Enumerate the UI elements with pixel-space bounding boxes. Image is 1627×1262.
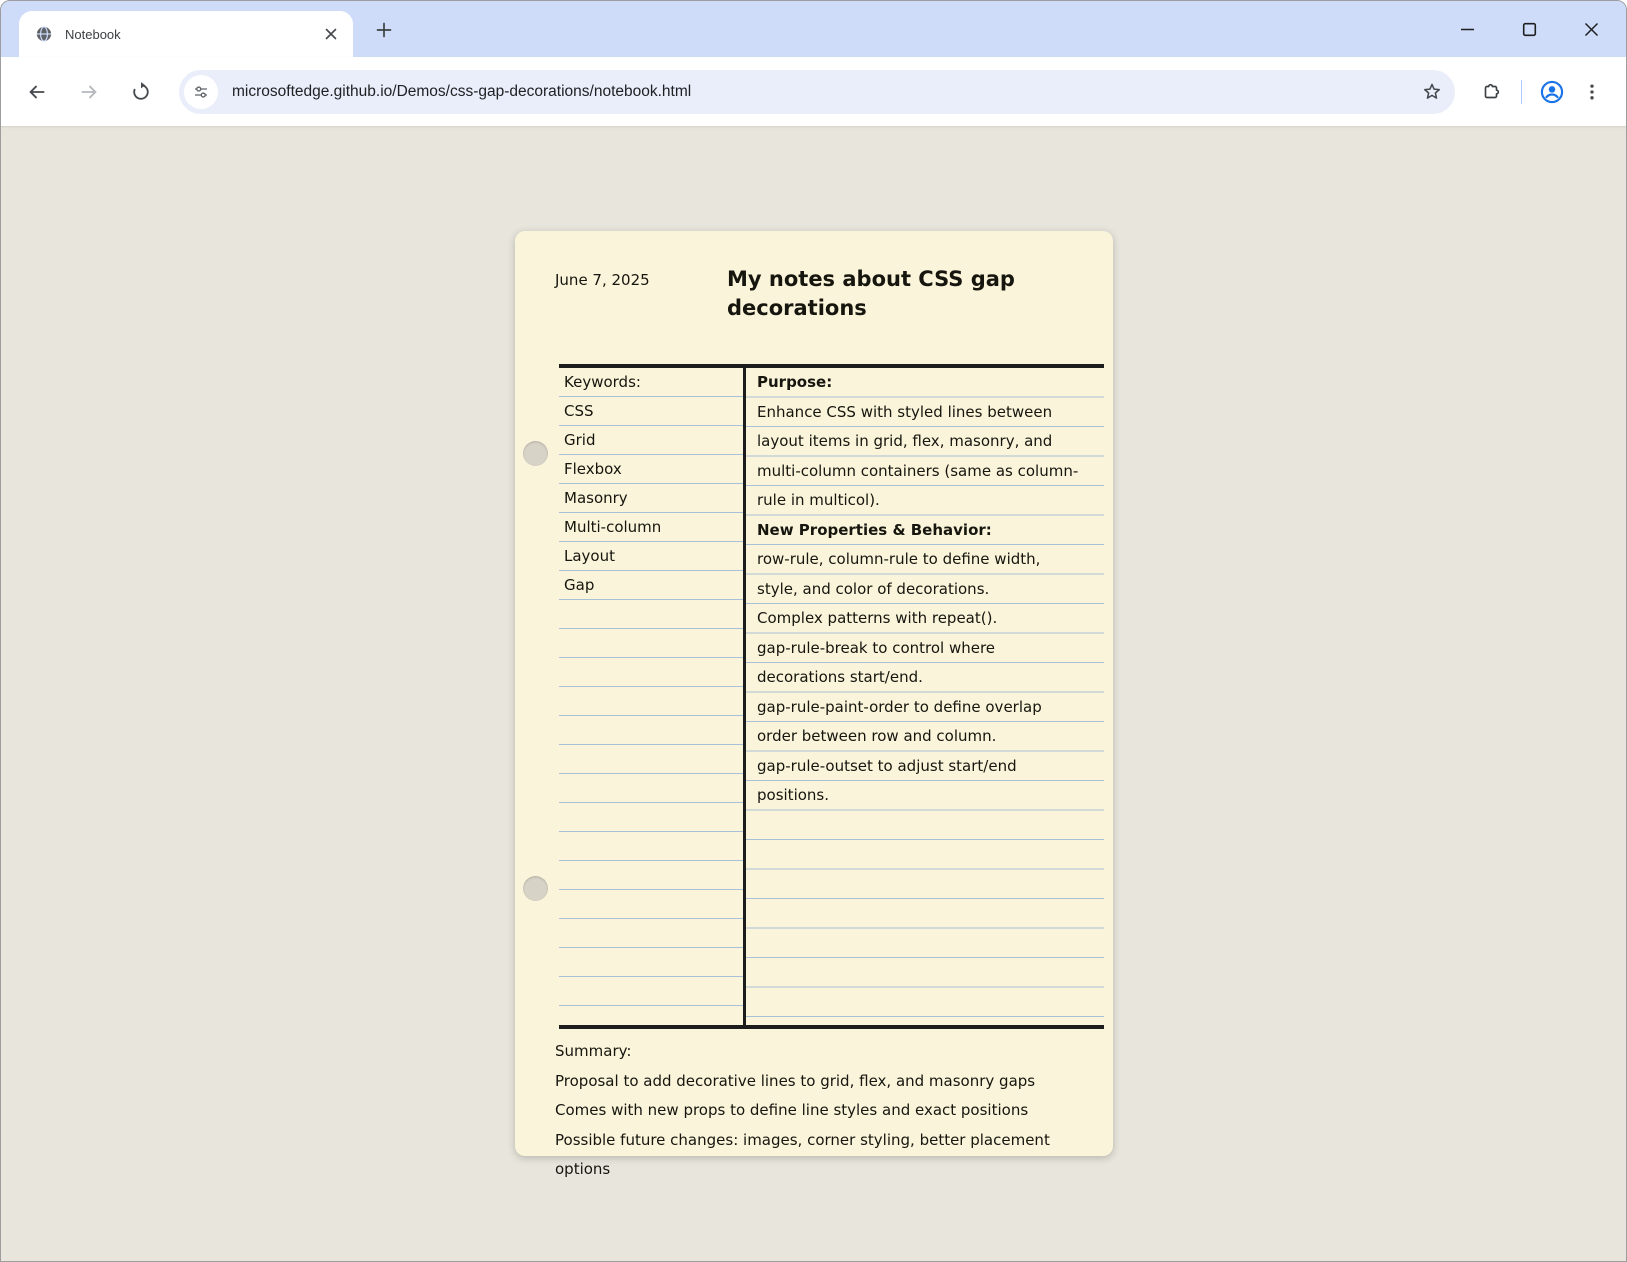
maximize-icon — [1522, 22, 1537, 37]
page-content — [1, 126, 1626, 1262]
summary-line: Possible future changes: images, corner styling, better placement options — [555, 1130, 1050, 1178]
avatar-icon — [1539, 79, 1565, 105]
close-icon — [1584, 22, 1599, 37]
note-table — [559, 364, 1104, 1029]
table-row: Enhance CSS with styled lines between — [757, 402, 1053, 421]
star-icon — [1421, 81, 1443, 103]
url-bar[interactable] — [179, 70, 1455, 114]
table-row: Masonry — [564, 489, 628, 507]
table-row: CSS — [564, 402, 594, 420]
summary — [555, 1037, 1095, 1185]
table-row: New Properties & Behavior: — [757, 520, 992, 539]
close-window-button[interactable] — [1560, 1, 1622, 57]
table-row: style, and color of decorations. — [757, 579, 990, 598]
note-title: My notes about CSS gap decorations — [727, 267, 1015, 320]
maximize-button[interactable] — [1498, 1, 1560, 57]
table-row: Grid — [564, 431, 596, 449]
toolbar-divider — [1521, 80, 1522, 104]
close-icon — [325, 28, 337, 40]
minimize-button[interactable] — [1436, 1, 1498, 57]
summary-line: Proposal to add decorative lines to grid, flex, and masonry gaps — [555, 1071, 1036, 1090]
note-date: June 7, 2025 — [555, 271, 650, 289]
new-tab-button[interactable] — [369, 15, 399, 45]
toolbar — [1, 57, 1626, 126]
table-row: Multi-column — [564, 518, 662, 536]
forward-button[interactable] — [67, 70, 111, 114]
purpose-column — [743, 368, 1104, 1025]
extensions-button[interactable] — [1471, 72, 1511, 112]
window-controls — [1436, 1, 1622, 57]
bookmark-button[interactable] — [1413, 73, 1451, 111]
table-row: gap-rule-paint-order to define overlap — [757, 697, 1042, 716]
table-row: Purpose: — [757, 373, 833, 391]
table-row: Flexbox — [564, 460, 622, 478]
table-row: decorations start/end. — [757, 668, 923, 686]
keywords-column — [559, 368, 743, 1025]
tab-notebook[interactable] — [19, 11, 353, 57]
reload-icon — [130, 81, 152, 103]
summary-header: Summary: — [555, 1042, 632, 1060]
hole-punch — [523, 876, 548, 901]
table-row: multi-column containers (same as column- — [757, 461, 1079, 480]
summary-lines — [555, 1067, 1095, 1185]
globe-favicon-icon — [35, 25, 53, 43]
tab-close-button[interactable] — [319, 22, 343, 46]
tab-title: Notebook — [65, 26, 121, 42]
table-row: Complex patterns with repeat(). — [757, 609, 998, 627]
summary-line: Comes with new props to define line styles and exact positions — [555, 1101, 1029, 1119]
url-text[interactable]: microsoftedge.github.io/Demos/css-gap-decorations/notebook.html — [232, 82, 692, 100]
table-row: row-rule, column-rule to define width, — [757, 550, 1041, 568]
table-row: Layout — [564, 547, 615, 565]
forward-arrow-icon — [78, 81, 100, 103]
table-row: Gap — [564, 576, 595, 594]
table-row: Keywords: — [564, 373, 641, 391]
site-info-button[interactable] — [184, 75, 218, 109]
table-row: positions. — [757, 786, 829, 804]
minimize-icon — [1460, 22, 1475, 37]
table-row: gap-rule-outset to adjust start/end — [757, 756, 1017, 775]
back-button[interactable] — [15, 70, 59, 114]
titlebar — [1, 1, 1626, 57]
note-card — [515, 231, 1113, 1178]
table-row: gap-rule-break to control where — [757, 638, 996, 657]
menu-button[interactable] — [1572, 72, 1612, 112]
profile-button[interactable] — [1532, 72, 1572, 112]
table-row: layout items in grid, flex, masonry, and — [757, 432, 1053, 450]
table-row: order between row and column. — [757, 727, 997, 745]
hole-punch — [523, 441, 548, 466]
tune-icon — [192, 83, 210, 101]
kebab-icon — [1582, 82, 1602, 102]
back-arrow-icon — [26, 81, 48, 103]
table-row: rule in multicol). — [757, 491, 880, 509]
puzzle-icon — [1480, 81, 1502, 103]
plus-icon — [376, 22, 392, 38]
reload-button[interactable] — [119, 70, 163, 114]
